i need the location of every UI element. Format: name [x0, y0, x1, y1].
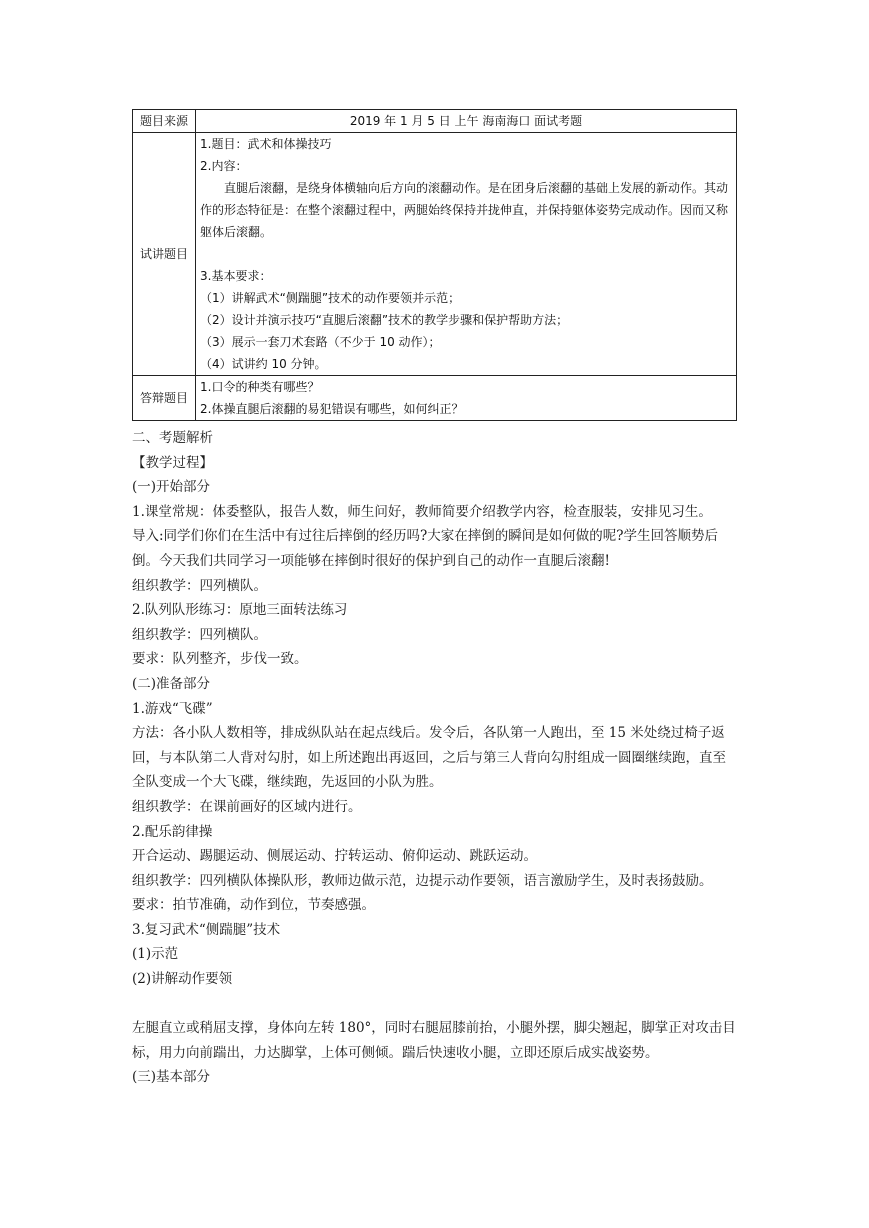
paragraph: 组织教学：四列横队体操队形，教师边做示范，边提示动作要领，语言激励学生，及时表扬鼓励。: [132, 872, 713, 889]
part-heading: (三)基本部分: [132, 1069, 211, 1086]
part-heading: (二)准备部分: [132, 675, 211, 692]
paragraph: 1.课堂常规：体委整队，报告人数，师生问好，教师简要介绍教学内容，检查服装，安排见习生。: [132, 503, 712, 520]
paragraph: 导入:同学们你们在生活中有过往后摔倒的经历吗?大家在摔倒的瞬间是如何做的呢?学生回答顺势后倒。今天我们共同学习一项能够在摔倒时很好的保护到自己的动作一直腿后滚翻!: [132, 528, 719, 569]
paragraph: 开合运动、踢腿运动、侧展运动、拧转运动、俯仰运动、跳跃运动。: [132, 848, 537, 865]
defense-question: 1.口令的种类有哪些？: [200, 380, 320, 394]
paragraph: 方法：各小队人数相等，排成纵队站在起点线后。发令后，各队第一人跑出，至 15 米处绕过椅子返回，与本队第二人背对勾肘，如上所述跑出再返回，之后与第三人背向勾肘组成一圆圈继续跑，直至全队变成一个大飞碟，继续跑，先返回的小队为胜。: [132, 725, 726, 791]
paragraph: 1.游戏“飞碟”: [132, 700, 213, 717]
content-heading: 2.内容：: [200, 159, 248, 173]
table-row: [133, 110, 737, 133]
paragraph: 2.队列队形练习：原地三面转法练习: [132, 602, 348, 619]
paragraph: 3.复习武术“侧踹腿”技术: [132, 921, 281, 938]
source-value: 2019 年 1 月 5 日 上午 海南海口 面试考题: [196, 110, 737, 133]
requirement-item: （3）展示一套刀术套路（不少于 10 动作）；: [200, 335, 441, 349]
defense-question: 2.体操直腿后滚翻的易犯错误有哪些，如何纠正？: [200, 402, 464, 416]
requirements-heading: 3.基本要求：: [200, 269, 272, 283]
paragraph: (2)讲解动作要领: [132, 971, 233, 988]
paragraph: 要求：队列整齐，步伐一致。: [132, 651, 308, 668]
lecture-topic-content: [196, 133, 737, 376]
defense-topic-content: [196, 376, 737, 421]
paragraph: 组织教学：四列横队。: [132, 626, 267, 643]
requirement-item: （2）设计并演示技巧“直腿后滚翻”技术的教学步骤和保护帮助方法；: [200, 313, 569, 327]
subsection-heading: 【教学过程】: [132, 454, 213, 471]
paragraph: 要求：拍节准确，动作到位，节奏感强。: [132, 897, 375, 914]
paragraph: 左腿直立或稍屈支撑，身体向左转 180°，同时右腿屈膝前抬，小腿外摆，脚尖翘起，脚掌正对攻击目标，用力向前踹出，力达脚掌，上体可侧倾。踹后快速收小腿，立即还原后成实战姿势。: [132, 1020, 736, 1061]
table-row: [133, 133, 737, 376]
table-row: [133, 376, 737, 421]
requirement-item: （4）试讲约 10 分钟。: [200, 357, 327, 371]
defense-topic-label: 答辩题目: [133, 376, 196, 421]
section-heading: 二、考题解析: [132, 430, 213, 446]
spacer: [200, 243, 732, 265]
source-label: 题目来源: [133, 110, 196, 133]
spacer: [132, 992, 738, 1017]
paragraph: 2.配乐韵律操: [132, 823, 213, 840]
topic-line: 1.题目：武术和体操技巧: [200, 137, 332, 151]
paragraph: 组织教学：在课前画好的区域内进行。: [132, 798, 362, 815]
lecture-topic-label: 试讲题目: [133, 133, 196, 376]
part-heading: (一)开始部分: [132, 479, 211, 496]
paragraph: (1)示范: [132, 946, 179, 963]
analysis-section: [132, 426, 738, 1090]
paragraph: 组织教学：四列横队。: [132, 577, 267, 594]
requirement-item: （1）讲解武术“侧踹腿”技术的动作要领并示范；: [200, 291, 461, 305]
exam-info-table: [132, 109, 737, 421]
content-paragraph: 直腿后滚翻，是绕身体横轴向后方向的滚翻动作。是在团身后滚翻的基础上发展的新动作。其动作的形态特征是：在整个滚翻过程中，两腿始终保持并拢伸直，并保持躯体姿势完成动作。因而又称躯体后滚翻。: [200, 181, 729, 239]
